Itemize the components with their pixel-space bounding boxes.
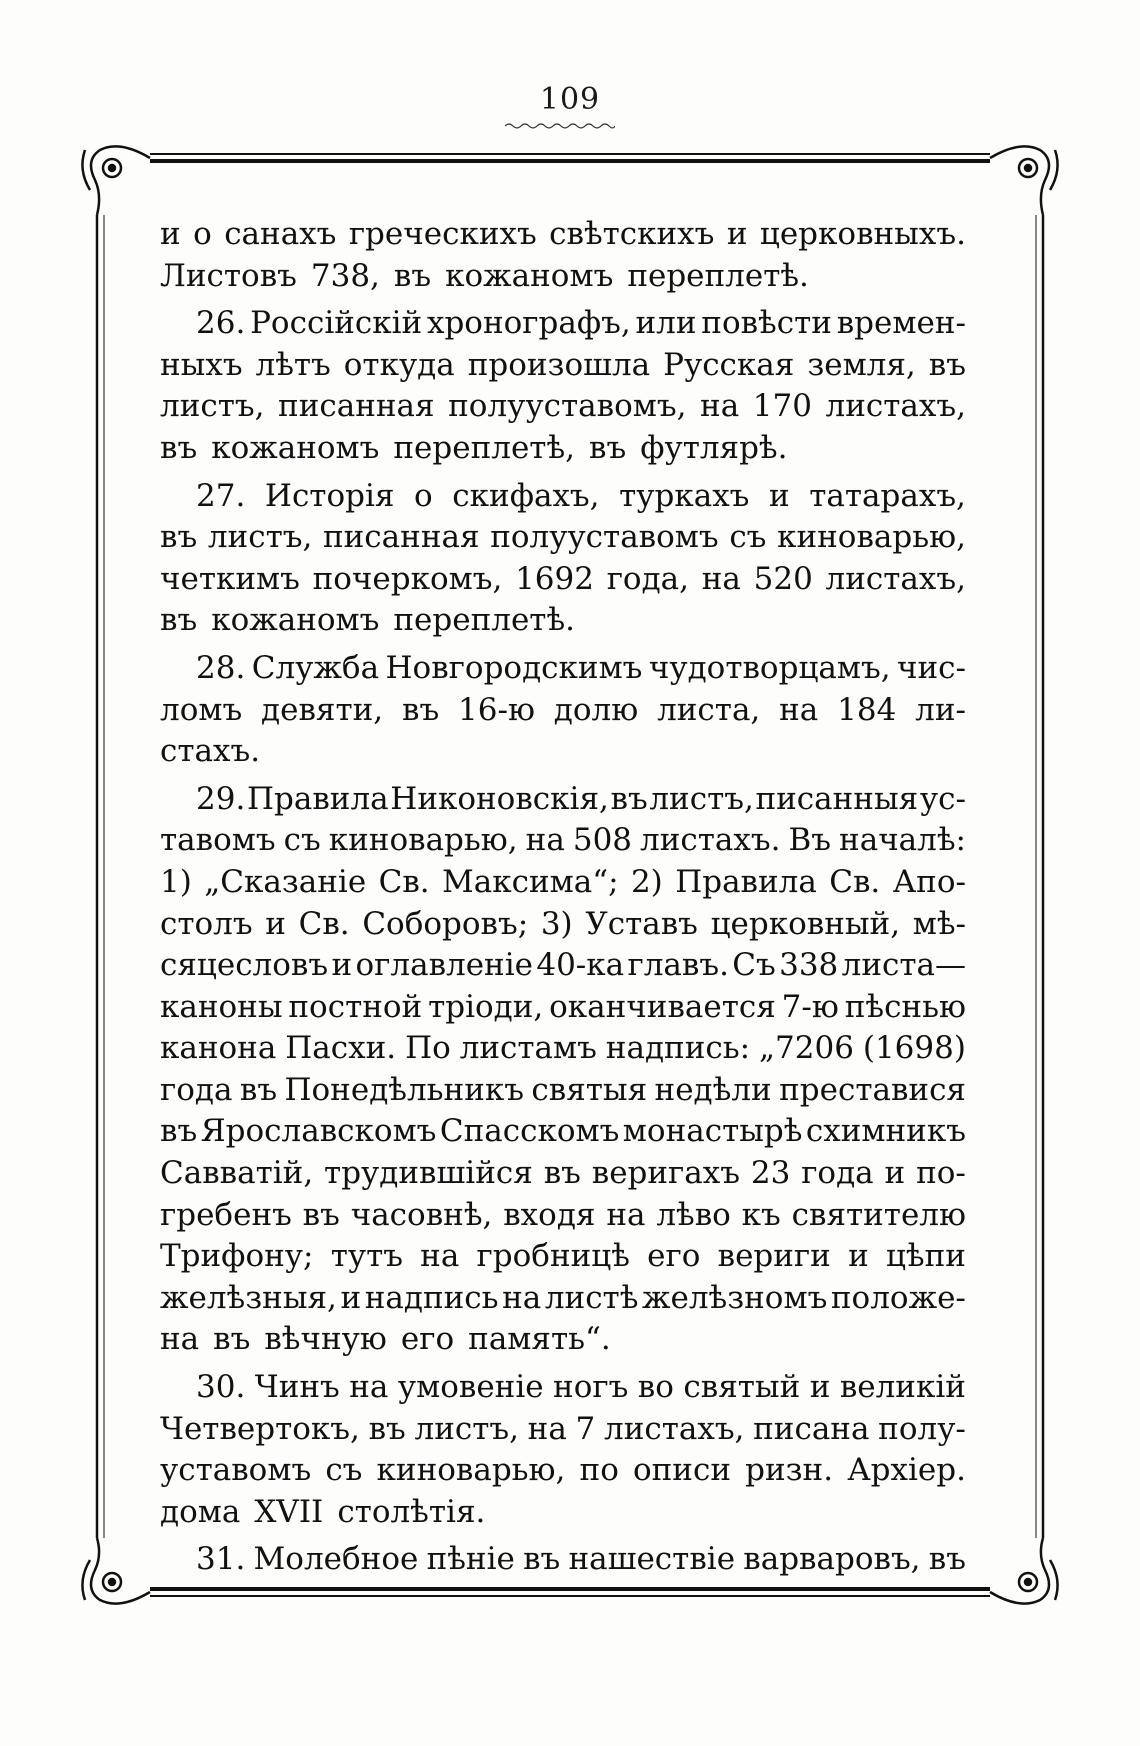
text-line: четкимъ почеркомъ, 1692 года, на 520 листахъ, xyxy=(160,560,966,597)
catalog-entries xyxy=(160,214,966,1581)
text-line: 28. Служба Новгородскимъ чудотворцамъ, чис- xyxy=(196,649,966,686)
text-line: Листовъ 738, въ кожаномъ переплетѣ. xyxy=(160,257,809,294)
text-line: желѣзныя, и надпись на листѣ желѣзномъ положе- xyxy=(160,1279,966,1316)
text-line: Трифону; тутъ на гробницѣ его вериги и цѣпи xyxy=(160,1238,966,1275)
paragraph-p30 xyxy=(160,1367,966,1533)
text-line: 29. Правила Никоновскiя, въ листъ, писанныя ус- xyxy=(196,780,966,817)
text-line: 26. Россiйскiй хронографъ, или повѣсти времен- xyxy=(196,305,966,342)
text-line: каноны постной трiоди, оканчивается 7-ю пѣснью xyxy=(160,988,966,1025)
paragraph-p26 xyxy=(160,303,966,469)
text-line: канона Пасхи. По листамъ надпись: „7206 (1698) xyxy=(160,1030,966,1067)
text-line: года въ Понедѣльникъ святыя недѣли преставися xyxy=(160,1071,966,1108)
corner-ornament-bottom-left xyxy=(82,1538,150,1604)
text-line: Четвертокъ, въ листъ, на 7 листахъ, писана полу- xyxy=(160,1410,966,1447)
text-line: въ кожаномъ переплетѣ. xyxy=(160,602,575,639)
page-number-wavy-rule xyxy=(505,122,615,130)
text-line: тавомъ съ киноварью, на 508 листахъ. Въ началѣ: xyxy=(160,822,966,859)
text-line: 27. Исторiя о скифахъ, туркахъ и татарахъ, xyxy=(196,477,966,514)
text-line: сяцесловъ и оглавленiе 40-ка главъ. Съ 338 листа— xyxy=(160,947,966,984)
text-line: дома XVII столѣтiя. xyxy=(160,1493,486,1530)
corner-ornament-top-left xyxy=(82,146,150,215)
text-line: столъ и Св. Соборовъ; 3) Уставъ церковный, мѣ- xyxy=(160,905,966,942)
text-line: гребенъ въ часовнѣ, входя на лѣво къ святителю xyxy=(160,1196,966,1233)
text-line: Савватiй, трудившiйся въ веригахъ 23 года и по- xyxy=(160,1155,966,1192)
text-line: 30. Чинъ на умовенiе ногъ во святый и великiй xyxy=(196,1369,966,1406)
text-line: стахъ. xyxy=(160,733,261,770)
paragraph-p28 xyxy=(160,648,966,773)
text-line: въ Ярославскомъ Спасскомъ монастырѣ схимникъ xyxy=(160,1113,966,1150)
page-number: 109 xyxy=(539,82,601,117)
paragraph-p-cont xyxy=(160,214,966,297)
text-line: въ кожаномъ переплетѣ, въ футлярѣ. xyxy=(160,429,788,466)
text-line: и о санахъ греческихъ свѣтскихъ и церковныхъ. xyxy=(160,216,966,252)
paragraph-p27 xyxy=(160,476,966,642)
corner-ornament-bottom-right xyxy=(990,1538,1058,1604)
text-line: листъ, писанная полууставомъ, на 170 листахъ, xyxy=(160,388,966,425)
text-line: на въ вѣчную его память“. xyxy=(160,1321,611,1358)
text-line: 1) „Сказанiе Св. Максима“; 2) Правила Св. Апо- xyxy=(160,863,966,900)
text-line: ломъ девяти, въ 16-ю долю листа, на 184 ли- xyxy=(160,691,966,728)
paragraph-p31 xyxy=(160,1539,966,1581)
paragraph-p29 xyxy=(160,779,966,1361)
text-line: въ листъ, писанная полууставомъ съ киноварью, xyxy=(160,519,966,556)
text-line: ныхъ лѣтъ откуда произошла Русская земля, въ xyxy=(160,346,966,383)
corner-ornament-top-right xyxy=(990,146,1058,215)
text-line: 31. Молебное пѣнiе въ нашествiе варваровъ, въ xyxy=(196,1541,966,1578)
text-line: уставомъ съ киноварью, по описи ризн. Архiер. xyxy=(160,1452,966,1489)
